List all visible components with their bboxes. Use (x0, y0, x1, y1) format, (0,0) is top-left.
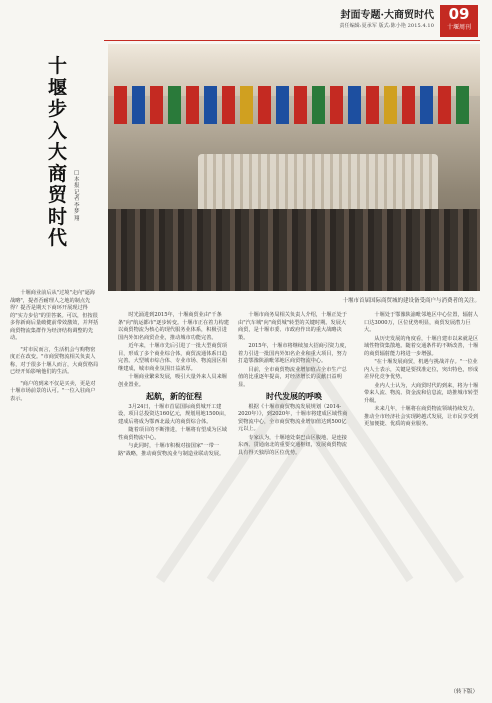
banner (456, 86, 469, 124)
banner (222, 86, 235, 124)
banner (348, 86, 361, 124)
banner (330, 86, 343, 124)
body-paragraph: 根据《十堰市商贸物流发展规划（2014-2020年）》，到2020年，十堰市将建成区域性商贸物流中心，全市商贸物流业增加值达到500亿元以上。 (238, 403, 348, 432)
body-paragraph: 与此同时，十堰市积极对接国家"一带一路"战略，推动商贸物流业与制造业联动发展。 (118, 443, 225, 457)
body-paragraph: 业内人士认为，大商贸时代的到来，将为十堰带来人流、物流、资金流和信息流，助推城市转型升级。 (364, 382, 479, 404)
page-header (0, 0, 492, 40)
continued-note: （转下版） (450, 689, 478, 695)
page-number: 09 (448, 5, 470, 23)
editor-meta-line: 责任编辑:夏承军 版式:陈小艳 2015.4.10 (339, 23, 434, 29)
banner (312, 86, 325, 124)
body-paragraph: 十堰商业繁荣发展，吸引大量外来人员来堰创业置业。 (118, 374, 227, 388)
section-subhead: 时代发展的呼唤 (266, 391, 322, 401)
body-paragraph: "在十堰发展商贸，机遇与挑战并存。"一位业内人士表示，关键是要找准定位，突出特色，形成差异化竞争优势。 (364, 359, 479, 380)
banner (240, 86, 253, 124)
body-paragraph: 2015年，十堰市将继续加大招商引资力度，着力引进一批国内外知名企业和重大项目，努力打造鄂豫陕渝毗邻地区商贸物流中心。 (238, 343, 350, 364)
body-column-1 (118, 312, 230, 459)
body-paragraph: 随着项目的不断推进，十堰将有望成为区域性商贸物流中心。 (118, 427, 227, 441)
banner (366, 86, 379, 124)
banner (150, 86, 163, 124)
intro-paragraph: "对市民而言，生活机会与购物密度正在改变。"市商贸物流相关负责人称，对于很多十堰人而言，大商贸格局已经开始影响他们的生活。 (10, 346, 99, 375)
intro-column (10, 290, 100, 407)
banner (114, 86, 127, 124)
banner (258, 86, 271, 124)
banner (186, 86, 199, 124)
body-column-3 (364, 312, 480, 430)
banner (294, 86, 307, 124)
body-paragraph: 未来几年，十堰将在商贸物流领域持续发力，推动全市经济社会实现跨越式发展，让市民享受到更加便捷、优质的商业服务。 (364, 406, 479, 427)
banner (402, 86, 415, 124)
crowd (108, 209, 480, 291)
banner (384, 86, 397, 124)
page-number-badge (440, 5, 478, 37)
body-paragraph: 从历史发展的角度看，十堰自建市以来就是区域性物资集散地。随着交通条件的不断改善，十堰的商贸辐射能力将进一步增强。 (364, 335, 479, 357)
banner (132, 86, 145, 124)
body-paragraph: 近年来，十堰市先后引进了一批大型商贸项目，形成了多个商业综合体，商贸流通体系日趋完善。大型城市综合体、专业市场、物流园区相继建成，城市商业氛围日益浓厚。 (118, 343, 227, 372)
header-rule (104, 40, 480, 41)
body-paragraph: 时光涌进到2015年，十堰商贸业由"千条条"向"航运都市"逐步转变。十堰市正在着力构建以商贸物流为核心的现代服务业体系，积极引进国内外知名商贸企业，推动城市功能完善。 (118, 312, 229, 341)
intro-paragraph: "商户的到来不仅是买卖，更是对十堰市场前景的认可。"一位入驻商户表示。 (10, 380, 96, 402)
lead-photo (108, 44, 480, 291)
page-label: 十堰周刊 (446, 24, 471, 31)
body-paragraph: 十堰处于鄂豫陕渝毗邻地区中心位置，辐射人口达3000万，区位优势明显，商贸发展潜力巨大。 (364, 312, 479, 333)
body-column-2 (238, 312, 350, 458)
section-title: 封面专题·大商贸时代 (340, 10, 434, 21)
banner (420, 86, 433, 124)
banner (168, 86, 181, 124)
article-headline: 十堰步入大商贸时代 (48, 55, 68, 249)
body-paragraph: 目前，全市商贸物流业增加值占全市生产总值的比重逐年提高，对经济增长的贡献日益明显。 (238, 366, 347, 388)
body-paragraph: 专家认为，十堰地处秦巴山区腹地，是连接东西、贯通南北的重要交通枢纽，发展商贸物流具有得天独厚的区位优势。 (238, 434, 347, 456)
section-subhead: 起航，新的征程 (146, 391, 202, 401)
intro-paragraph: 十堰商业前后从"过境"走向"逼海战略"，提者否耐理人之地的制点先得？提否是期天下商环开展现过得的"实力步信"的里答案。可以，但按很多你新商后量破健前带效激效，并拜括商贸物流集群作为经济结构调整的先动。 (10, 290, 99, 341)
byline: □本报记者 李梦翔 (74, 170, 80, 222)
banner (438, 86, 451, 124)
banner (276, 86, 289, 124)
photo-caption: 十堰市首届国际商贸城的建设备受商户与消费者的关注。 (342, 298, 480, 304)
body-paragraph: 十堰市商务局相关负责人介绍，十堰正处于由"汽车城"向"商贸城"转型的关键时期。发展大商贸，是十堰市委、市政府作出的重大战略决策。 (238, 312, 347, 341)
body-paragraph: 3月24日，十堰市首届国际商贸城开工建设，项目总投资达160亿元，规划用地1500亩，建成后将成为鄂西北最大的商贸综合体。 (118, 403, 230, 425)
banner (204, 86, 217, 124)
